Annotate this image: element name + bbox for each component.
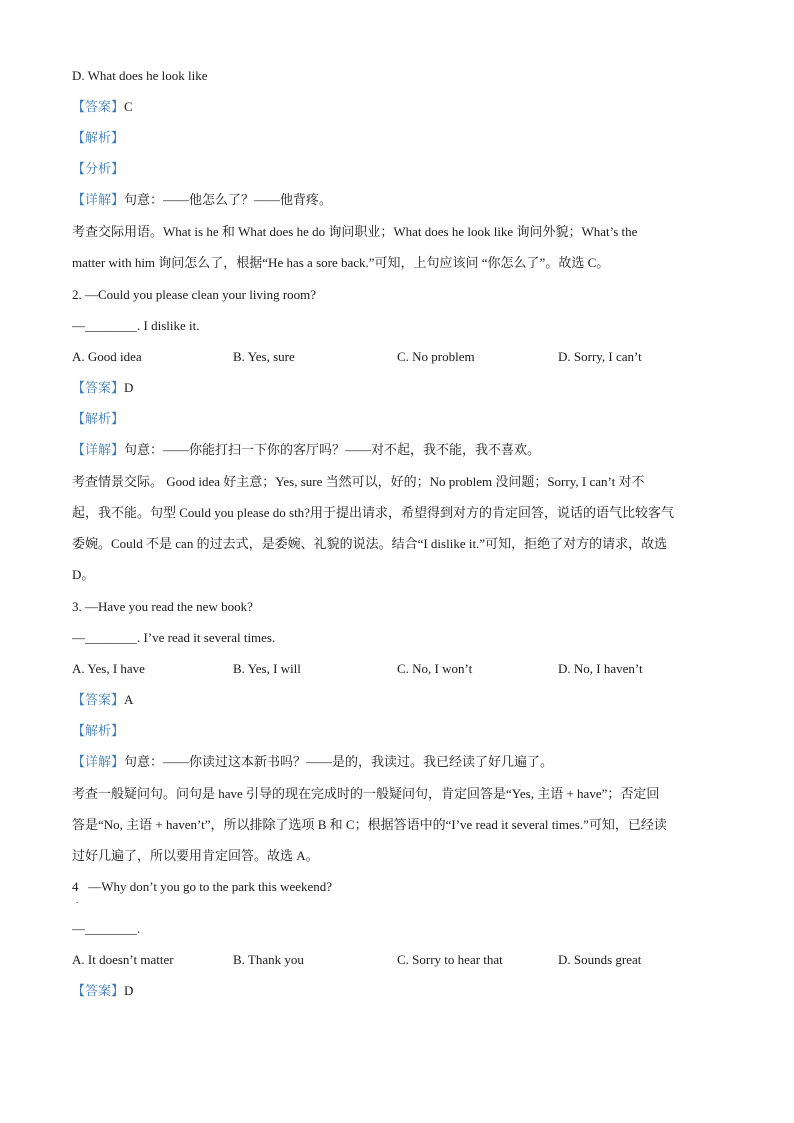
q3-response: —________. I’ve read it several times.	[72, 630, 276, 645]
option-c: C. Sorry to hear that	[397, 952, 503, 967]
option-a: A. Good idea	[72, 349, 142, 364]
q2-question: 2. —Could you please clean your living room?	[72, 287, 317, 302]
detail-text: 句意：——你能打扫一下你的客厅吗？——对不起，我不能，我不喜欢。	[124, 442, 541, 457]
detail-label: 【详解】	[72, 192, 125, 207]
option-a: A. It doesn’t matter	[72, 952, 174, 967]
answer-value: D	[124, 380, 134, 395]
q2-detail-row	[72, 442, 722, 458]
question-text: —Why don’t you go to the park this weekend?	[88, 879, 333, 894]
q1-option-d: D. What does he look like	[72, 68, 208, 83]
answer-label: 【答案】	[72, 692, 125, 707]
q4-answer-row	[72, 983, 722, 999]
option-b: B. Thank you	[233, 952, 304, 967]
q2-response: —________. I dislike it.	[72, 318, 200, 333]
q2-analysis-label: 【解析】	[72, 411, 125, 426]
question-number: 4	[72, 879, 79, 894]
q3-analysis-label: 【解析】	[72, 723, 125, 738]
answer-label: 【答案】	[72, 983, 125, 998]
q3-answer-row	[72, 692, 722, 708]
q3-explain-line: 过好几遍了，所以要用肯定回答。故选 A。	[72, 848, 319, 863]
q3-explain-line: 考查一般疑问句。问句是 have 引导的现在完成时的一般疑问句，肯定回答是“Yes, 主语 + have”；否定回	[72, 786, 660, 801]
q4-question-row	[72, 879, 722, 895]
q2-answer-row	[72, 380, 722, 396]
q1-fenxi-label: 【分析】	[72, 161, 125, 176]
q2-explain-line: D。	[72, 567, 95, 582]
q3-explain-line: 答是“No, 主语 + haven’t”，所以排除了选项 B 和 C；根据答语中的“I’ve read it several times.”可知，已经读	[72, 817, 667, 832]
answer-value: A	[124, 692, 134, 707]
q3-detail-row	[72, 754, 722, 770]
q1-analysis-label: 【解析】	[72, 130, 125, 145]
option-b: B. Yes, sure	[233, 349, 295, 364]
detail-text: 句意：——你读过这本新书吗？——是的，我读过。我已经读了好几遍了。	[124, 754, 554, 769]
q1-answer-row	[72, 99, 722, 115]
q3-question: 3. —Have you read the new book?	[72, 599, 253, 614]
q2-explain-line: 起，我不能。句型 Could you please do sth?用于提出请求，希望得到对方的肯定回答，说话的语气比较客气	[72, 505, 674, 520]
q1-explain-line: matter with him 询问怎么了，根据“He has a sore back.”可知，上句应该问 “你怎么了”。故选 C。	[72, 255, 610, 270]
option-d: D. Sorry, I can’t	[558, 349, 642, 364]
answer-value: C	[124, 99, 133, 114]
q2-explain-line: 委婉。Could 不是 can 的过去式，是委婉、礼貌的说法。结合“I dislike it.”可知，拒绝了对方的请求，故选	[72, 536, 668, 551]
q1-detail-row	[72, 192, 722, 208]
detail-text: 句意：——他怎么了？——他背疼。	[124, 192, 333, 207]
detail-label: 【详解】	[72, 754, 125, 769]
q4-number-dot: .	[76, 895, 79, 905]
option-c: C. No, I won’t	[397, 661, 473, 676]
detail-label: 【详解】	[72, 442, 125, 457]
option-c: C. No problem	[397, 349, 475, 364]
answer-value: D	[124, 983, 134, 998]
q4-response: —________.	[72, 921, 141, 936]
q1-explain-line: 考查交际用语。What is he 和 What does he do 询问职业；What does he look like 询问外貌；What’s the	[72, 224, 638, 239]
q2-explain-line: 考查情景交际。 Good idea 好主意；Yes, sure 当然可以，好的；No problem 没问题；Sorry, I can’t 对不	[72, 474, 645, 489]
answer-label: 【答案】	[72, 380, 125, 395]
option-b: B. Yes, I will	[233, 661, 301, 676]
option-d: D. Sounds great	[558, 952, 642, 967]
answer-label: 【答案】	[72, 99, 125, 114]
option-a: A. Yes, I have	[72, 661, 145, 676]
option-d: D. No, I haven’t	[558, 661, 643, 676]
